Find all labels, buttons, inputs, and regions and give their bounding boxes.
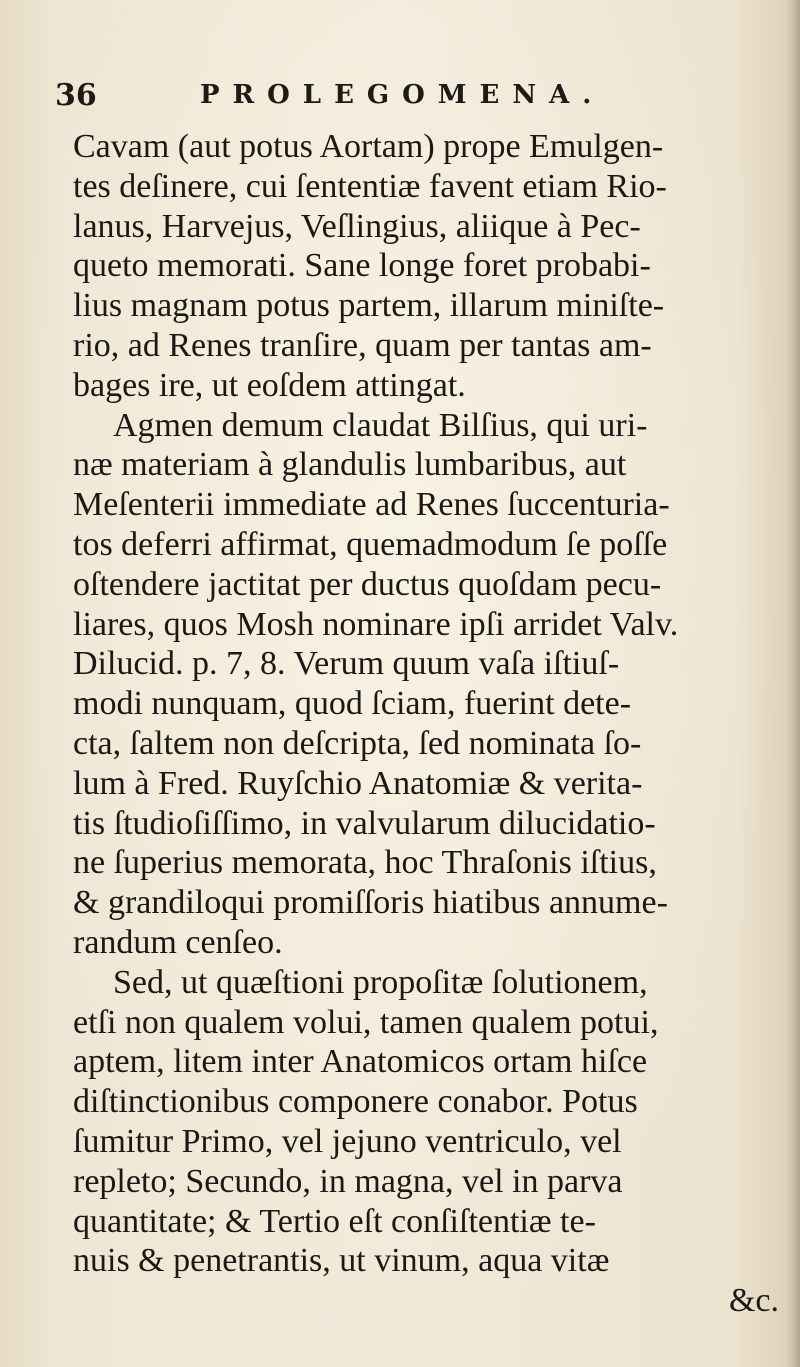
text-line: etſi non qualem volui, tamen qualem potui, (73, 1003, 659, 1041)
text-line: nuis & penetrantis, ut vinum, aqua vitæ (73, 1242, 610, 1280)
text-line: tis ſtudioſiſſimo, in valvularum dilucidatio- (73, 804, 656, 842)
page-number: 36 (55, 78, 97, 113)
text-line: lanus, Harvejus, Veſlingius, aliique à Pec- (73, 207, 641, 245)
text-line: ſumitur Primo, vel jejuno ventriculo, vel (73, 1122, 622, 1160)
paragraph-start-line: Agmen demum claudat Bilſius, qui uri- (113, 406, 648, 444)
text-line: rio, ad Renes tranſire, quam per tantas am- (73, 326, 652, 364)
text-line: næ materiam à glandulis lumbaribus, aut (73, 446, 627, 484)
text-line: liares, quos Mosh nominare ipſi arridet Valv. (73, 605, 679, 643)
text-line: cta, ſaltem non deſcripta, ſed nominata ſo- (73, 724, 642, 762)
text-line: aptem, litem inter Anatomicos ortam hiſce (73, 1043, 648, 1081)
text-line: modi nunquam, quod ſciam, fuerint dete- (73, 685, 632, 723)
text-line: tos deferri affirmat, quemadmodum ſe poſſe (73, 525, 668, 563)
text-line: queto memorati. Sane longe foret probabi- (73, 247, 651, 285)
text-line: & grandiloqui promiſſoris hiatibus annume- (73, 884, 668, 922)
page-header (55, 72, 755, 120)
text-line: repleto; Secundo, in magna, vel in parva (73, 1162, 623, 1200)
text-line: lum à Fred. Ruyſchio Anatomiæ & verita- (73, 764, 643, 802)
text-line: lius magnam potus partem, illarum miniſte- (73, 287, 665, 325)
text-line: Meſenterii immediate ad Renes ſuccenturia- (73, 486, 670, 524)
text-line: bages ire, ut eoſdem attingat. (73, 366, 466, 404)
text-line: randum cenſeo. (73, 923, 283, 961)
text-line: diſtinctionibus componere conabor. Potus (73, 1083, 638, 1121)
paragraph-start-line: Sed, ut quæſtioni propoſitæ ſolutionem, (113, 963, 648, 1001)
text-line: oſtendere jactitat per ductus quoſdam pecu- (73, 565, 662, 603)
text-line: quantitate; & Tertio eſt conſiſtentiæ te- (73, 1202, 596, 1240)
text-line: Dilucid. p. 7, 8. Verum quum vaſa iſtiuſ- (73, 645, 620, 683)
running-head: PROLEGOMENA. (200, 80, 605, 110)
catchword: &c. (728, 1282, 779, 1320)
text-line: ne ſuperius memorata, hoc Thraſonis iſtius, (73, 844, 657, 882)
text-line: Cavam (aut potus Aortam) prope Emulgen- (73, 128, 664, 165)
text-line: tes deſinere, cui ſententiæ favent etiam Rio- (73, 167, 667, 205)
body-text (73, 127, 793, 1321)
